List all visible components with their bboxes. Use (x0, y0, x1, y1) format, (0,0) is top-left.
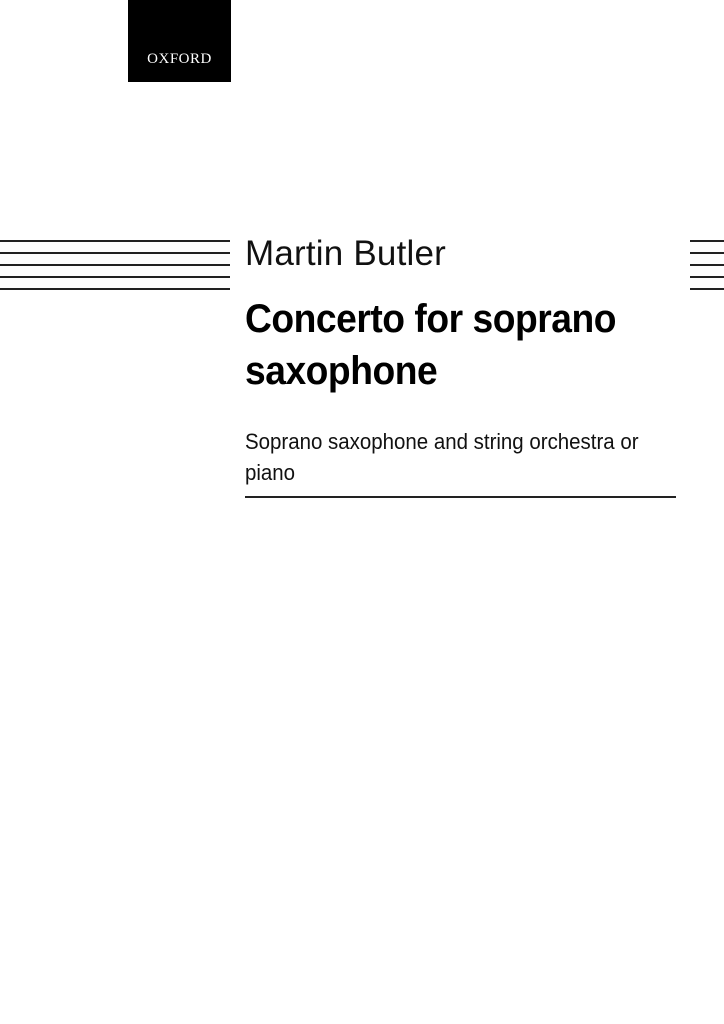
staff-line (0, 240, 230, 242)
staff-lines-left (0, 240, 230, 289)
publisher-logo-text: OXFORD (147, 51, 212, 67)
staff-line (0, 288, 230, 290)
staff-lines-right (690, 240, 724, 289)
staff-line (690, 252, 724, 254)
instrumentation: Soprano saxophone and string orchestra or piano (245, 429, 639, 485)
staff-line (0, 276, 230, 278)
divider-rule (245, 496, 676, 498)
author-name: Martin Butler (245, 234, 446, 273)
work-title: Concerto for soprano saxophone (245, 297, 616, 393)
publisher-logo (128, 0, 231, 82)
staff-line (690, 288, 724, 290)
staff-line (0, 264, 230, 266)
staff-line (690, 240, 724, 242)
staff-line (0, 252, 230, 254)
staff-line (690, 264, 724, 266)
staff-line (690, 276, 724, 278)
